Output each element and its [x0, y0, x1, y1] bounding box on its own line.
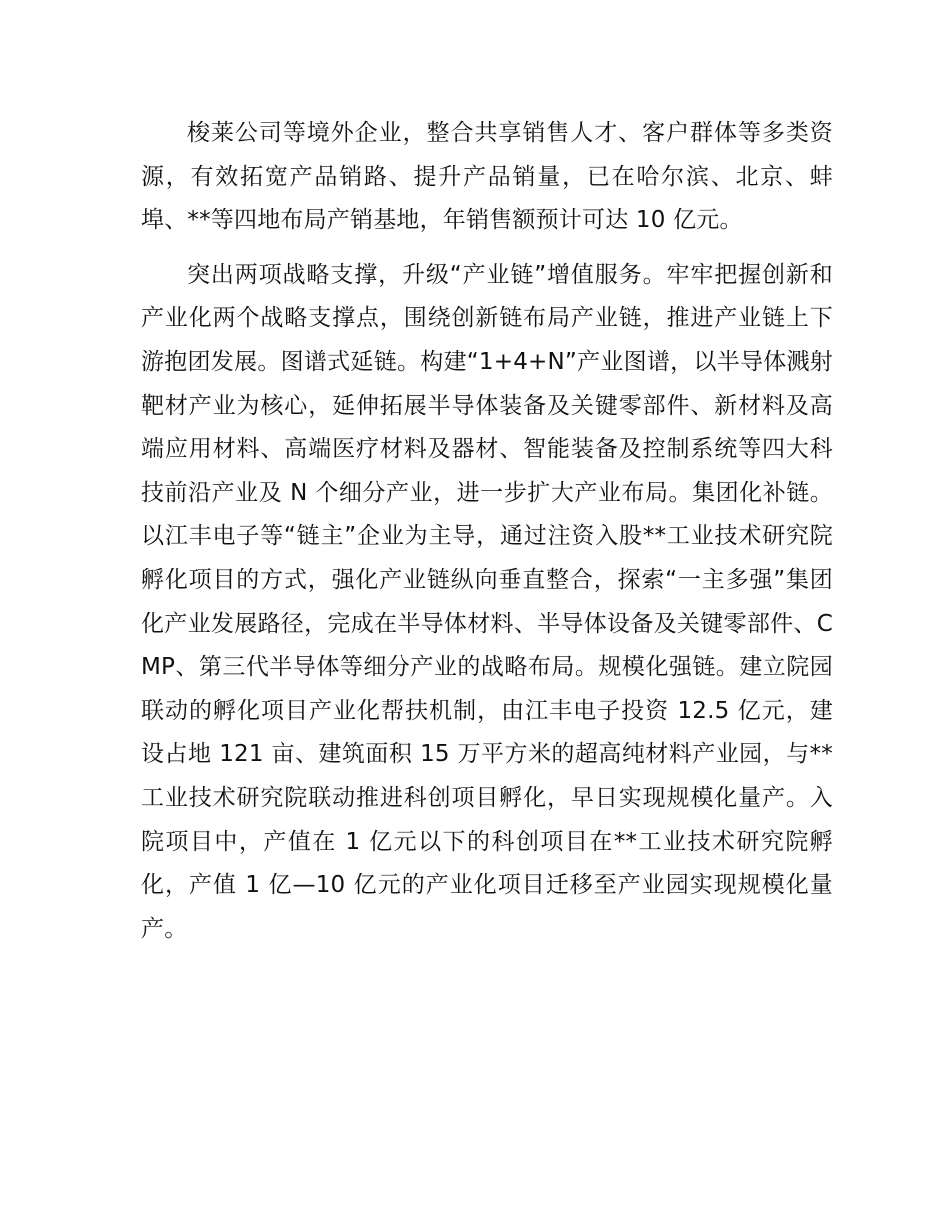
- paragraph-1: 梭莱公司等境外企业，整合共享销售人才、客户群体等多类资源，有效拓宽产品销路、提升产品销量，已在哈尔滨、北京、蚌埠、**等四地布局产销基地，年销售额预计可达 10 亿元。: [141, 120, 833, 234]
- document-body: [141, 112, 833, 951]
- paragraph-2: 突出两项战略支撑，升级“产业链”增值服务。牢牢把握创新和产业化两个战略支撑点，围绕创新链布局产业链，推进产业链上下游抱团发展。图谱式延链。构建“1+4+N”产业图谱，以半导体溅射靶材产业为核心，延伸拓展半导体装备及关键零部件、新材料及高端应用材料、高端医疗材料及器材、智能装备及控制系统等四大科技前沿产业及 N 个细分产业，进一步扩大产业布局。集团化补链。以江丰电子等“链主”企业为主导，通过注资入股**工业技术研究院孵化项目的方式，强化产业链纵向垂直整合，探索“一主多强”集团化产业发展路径，完成在半导体材料、半导体设备及关键零部件、CMP、第三代半导体等细分产业的战略布局。规模化强链。建立院园联动的孵化项目产业化帮扶机制，由江丰电子投资 12.5 亿元，建设占地 121 亩、建筑面积 15 万平方米的超高纯材料产业园，与**工业技术研究院联动推进科创项目孵化，早日实现规模化量产。入院项目中，产值在 1 亿元以下的科创项目在**工业技术研究院孵化，产值 1 亿—10 亿元的产业化项目迁移至产业园实现规模化量产。: [141, 261, 833, 942]
